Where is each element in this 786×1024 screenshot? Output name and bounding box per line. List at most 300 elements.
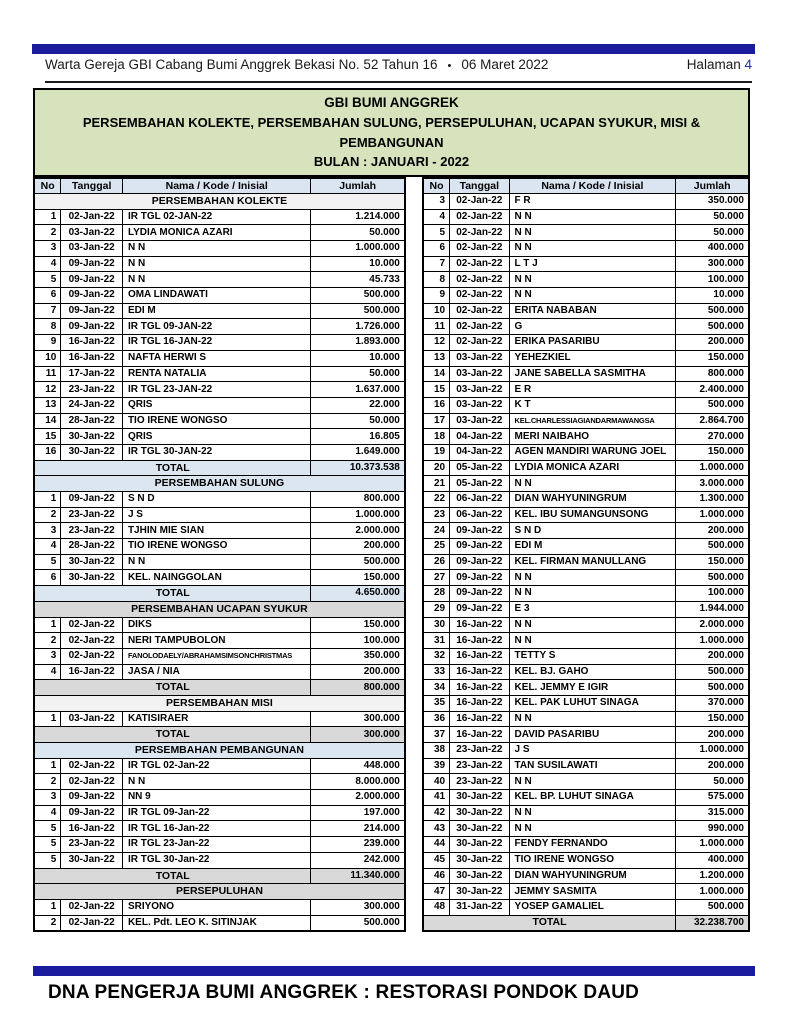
row-no: 41 <box>423 790 450 806</box>
row-amount: 575.000 <box>676 790 749 806</box>
row-name: IR TGL 23-JAN-22 <box>122 382 311 398</box>
row-no: 18 <box>423 429 450 445</box>
row-name: KATISIRAER <box>122 711 311 727</box>
row-name: JEMMY SASMITA <box>509 884 676 900</box>
row-amount: 1.726.000 <box>311 319 405 335</box>
row-amount: 200.000 <box>676 648 749 664</box>
row-no: 33 <box>423 664 450 680</box>
row-no: 16 <box>34 444 61 460</box>
row-name: DIKS <box>122 617 311 633</box>
entry-row <box>34 366 405 382</box>
row-name: N N <box>509 476 676 492</box>
row-amount: 200.000 <box>676 523 749 539</box>
row-date: 02-Jan-22 <box>450 225 509 241</box>
entry-row <box>423 805 749 821</box>
row-name: JANE SABELLA SASMITHA <box>509 366 676 382</box>
row-no: 5 <box>34 821 61 837</box>
entry-row <box>423 366 749 382</box>
total-amount: 4.650.000 <box>311 586 405 602</box>
row-date: 30-Jan-22 <box>61 444 123 460</box>
row-name: N N <box>509 617 676 633</box>
row-no: 5 <box>34 837 61 853</box>
entry-row <box>34 805 405 821</box>
row-date: 02-Jan-22 <box>450 319 509 335</box>
row-amount: 1.000.000 <box>676 507 749 523</box>
section-header-row <box>34 476 405 492</box>
total-row <box>34 727 405 743</box>
row-name: S N D <box>122 492 311 508</box>
row-no: 12 <box>423 335 450 351</box>
row-no: 3 <box>423 193 450 209</box>
row-name: E 3 <box>509 601 676 617</box>
row-amount: 22.000 <box>311 397 405 413</box>
row-name: N N <box>509 225 676 241</box>
row-date: 23-Jan-22 <box>61 507 123 523</box>
row-amount: 300.000 <box>676 256 749 272</box>
row-no: 5 <box>34 272 61 288</box>
row-name: NERI TAMPUBOLON <box>122 633 311 649</box>
entry-row <box>34 492 405 508</box>
column-header: Tanggal <box>61 178 123 194</box>
header-rule <box>45 81 752 83</box>
row-no: 47 <box>423 884 450 900</box>
row-amount: 2.000.000 <box>311 523 405 539</box>
page-number-value: 4 <box>744 57 752 72</box>
row-no: 6 <box>423 241 450 257</box>
row-amount: 2.400.000 <box>676 382 749 398</box>
row-date: 30-Jan-22 <box>450 884 509 900</box>
row-amount: 800.000 <box>676 366 749 382</box>
row-no: 14 <box>423 366 450 382</box>
row-date: 30-Jan-22 <box>61 852 123 868</box>
report-title: PERSEMBAHAN KOLEKTE, PERSEMBAHAN SULUNG, PERSEPULUHAN, UCAPAN SYUKUR, MISI & PEMBANGUNAN <box>82 115 701 150</box>
row-date: 16-Jan-22 <box>450 664 509 680</box>
row-amount: 150.000 <box>311 570 405 586</box>
entry-row <box>34 790 405 806</box>
row-amount: 500.000 <box>676 397 749 413</box>
row-name: OMA LINDAWATI <box>122 288 311 304</box>
entry-row <box>423 554 749 570</box>
row-amount: 1.000.000 <box>676 460 749 476</box>
entry-row <box>423 633 749 649</box>
row-name: KEL. BJ. GAHO <box>509 664 676 680</box>
row-name: G <box>509 319 676 335</box>
row-name: SRIYONO <box>122 899 311 915</box>
row-name: IR TGL 23-Jan-22 <box>122 837 311 853</box>
entry-row <box>423 648 749 664</box>
row-amount: 1.000.000 <box>676 743 749 759</box>
row-no: 7 <box>34 303 61 319</box>
row-no: 1 <box>34 492 61 508</box>
row-name: N N <box>122 272 311 288</box>
total-amount: 800.000 <box>311 680 405 696</box>
row-no: 5 <box>34 852 61 868</box>
row-name: J S <box>509 743 676 759</box>
entry-row <box>423 523 749 539</box>
row-amount: 2.864.700 <box>676 413 749 429</box>
entry-row <box>423 209 749 225</box>
row-amount: 800.000 <box>311 492 405 508</box>
row-amount: 50.000 <box>676 774 749 790</box>
entry-row <box>34 758 405 774</box>
row-date: 06-Jan-22 <box>450 507 509 523</box>
row-name: TIO IRENE WONGSO <box>122 539 311 555</box>
section-label: PERSEPULUHAN <box>34 884 405 900</box>
bottom-blue-bar <box>33 966 755 976</box>
total-amount: 32.238.700 <box>676 915 749 931</box>
total-row <box>34 586 405 602</box>
total-label: TOTAL <box>34 727 311 743</box>
row-name: S N D <box>509 523 676 539</box>
row-amount: 45.733 <box>311 272 405 288</box>
section-header-row <box>34 601 405 617</box>
row-date: 03-Jan-22 <box>61 711 123 727</box>
total-label: TOTAL <box>34 680 311 696</box>
row-date: 03-Jan-22 <box>450 366 509 382</box>
row-no: 23 <box>423 507 450 523</box>
row-amount: 50.000 <box>311 413 405 429</box>
offerings-table-right <box>422 177 750 932</box>
row-date: 09-Jan-22 <box>450 523 509 539</box>
row-amount: 150.000 <box>311 617 405 633</box>
entry-row <box>423 758 749 774</box>
row-date: 09-Jan-22 <box>61 303 123 319</box>
row-no: 1 <box>34 899 61 915</box>
entry-row <box>34 554 405 570</box>
row-date: 16-Jan-22 <box>450 617 509 633</box>
entry-row <box>34 821 405 837</box>
row-name: NAFTA HERWI S <box>122 350 311 366</box>
entry-row <box>423 335 749 351</box>
entry-row <box>34 915 405 931</box>
row-amount: 239.000 <box>311 837 405 853</box>
row-amount: 200.000 <box>676 335 749 351</box>
row-name: FENDY FERNANDO <box>509 837 676 853</box>
row-date: 30-Jan-22 <box>450 837 509 853</box>
row-amount: 990.000 <box>676 821 749 837</box>
row-date: 09-Jan-22 <box>450 586 509 602</box>
entry-row <box>423 852 749 868</box>
row-date: 02-Jan-22 <box>61 915 123 931</box>
row-date: 09-Jan-22 <box>450 539 509 555</box>
entry-row <box>34 241 405 257</box>
row-date: 30-Jan-22 <box>61 429 123 445</box>
row-amount: 1.214.000 <box>311 209 405 225</box>
row-name: TIO IRENE WONGSO <box>509 852 676 868</box>
entry-row <box>34 272 405 288</box>
row-amount: 200.000 <box>311 664 405 680</box>
entry-row <box>34 633 405 649</box>
row-name: QRIS <box>122 429 311 445</box>
row-no: 20 <box>423 460 450 476</box>
row-amount: 100.000 <box>311 633 405 649</box>
entry-row <box>423 225 749 241</box>
entry-row <box>423 837 749 853</box>
row-date: 09-Jan-22 <box>61 805 123 821</box>
row-date: 02-Jan-22 <box>450 335 509 351</box>
row-amount: 200.000 <box>676 758 749 774</box>
row-date: 02-Jan-22 <box>61 758 123 774</box>
row-no: 30 <box>423 617 450 633</box>
row-date: 03-Jan-22 <box>450 350 509 366</box>
entry-row <box>423 711 749 727</box>
row-no: 5 <box>34 554 61 570</box>
row-name: N N <box>122 256 311 272</box>
row-no: 6 <box>34 570 61 586</box>
row-no: 43 <box>423 821 450 837</box>
row-name: LYDIA MONICA AZARI <box>509 460 676 476</box>
entry-row <box>423 413 749 429</box>
total-amount: 10.373.538 <box>311 460 405 476</box>
row-name: ERIKA PASARIBU <box>509 335 676 351</box>
row-amount: 197.000 <box>311 805 405 821</box>
row-date: 16-Jan-22 <box>61 821 123 837</box>
row-date: 02-Jan-22 <box>450 209 509 225</box>
section-label: PERSEMBAHAN PEMBANGUNAN <box>34 743 405 759</box>
row-date: 30-Jan-22 <box>61 554 123 570</box>
row-no: 27 <box>423 570 450 586</box>
row-name: F R <box>509 193 676 209</box>
row-name: EDI M <box>122 303 311 319</box>
row-no: 1 <box>34 758 61 774</box>
row-date: 30-Jan-22 <box>450 790 509 806</box>
total-row <box>34 460 405 476</box>
row-amount: 3.000.000 <box>676 476 749 492</box>
section-header-row <box>34 695 405 711</box>
row-date: 02-Jan-22 <box>61 648 123 664</box>
row-no: 2 <box>34 633 61 649</box>
row-amount: 10.000 <box>311 350 405 366</box>
entry-row <box>423 790 749 806</box>
row-amount: 200.000 <box>311 539 405 555</box>
row-no: 4 <box>34 256 61 272</box>
section-label: PERSEMBAHAN SULUNG <box>34 476 405 492</box>
row-amount: 8.000.000 <box>311 774 405 790</box>
row-amount: 500.000 <box>311 288 405 304</box>
entry-row <box>34 413 405 429</box>
row-amount: 214.000 <box>311 821 405 837</box>
total-label: TOTAL <box>34 868 311 884</box>
row-amount: 100.000 <box>676 586 749 602</box>
row-no: 40 <box>423 774 450 790</box>
row-amount: 10.000 <box>311 256 405 272</box>
entry-row <box>423 884 749 900</box>
entry-row <box>34 570 405 586</box>
row-name: N N <box>509 272 676 288</box>
row-name: IR TGL 09-JAN-22 <box>122 319 311 335</box>
row-no: 9 <box>34 335 61 351</box>
row-no: 16 <box>423 397 450 413</box>
entry-row <box>423 444 749 460</box>
entry-row <box>34 303 405 319</box>
row-no: 10 <box>34 350 61 366</box>
row-no: 2 <box>34 915 61 931</box>
offerings-table-left <box>33 177 406 932</box>
row-date: 02-Jan-22 <box>61 633 123 649</box>
entry-row <box>34 397 405 413</box>
row-date: 30-Jan-22 <box>450 821 509 837</box>
tables-container <box>33 177 750 932</box>
row-amount: 1.300.000 <box>676 492 749 508</box>
entry-row <box>423 460 749 476</box>
entry-row <box>423 570 749 586</box>
row-name: IR TGL 09-Jan-22 <box>122 805 311 821</box>
entry-row <box>34 209 405 225</box>
entry-row <box>34 288 405 304</box>
row-name: KEL. JEMMY E IGIR <box>509 680 676 696</box>
row-no: 4 <box>423 209 450 225</box>
row-date: 05-Jan-22 <box>450 476 509 492</box>
row-name: DAVID PASARIBU <box>509 727 676 743</box>
row-amount: 2.000.000 <box>676 617 749 633</box>
row-no: 3 <box>34 241 61 257</box>
section-label: PERSEMBAHAN MISI <box>34 695 405 711</box>
total-row <box>423 915 749 931</box>
row-date: 03-Jan-22 <box>450 397 509 413</box>
entry-row <box>423 350 749 366</box>
column-header-row <box>423 178 749 194</box>
column-header: Nama / Kode / Inisial <box>122 178 311 194</box>
row-amount: 500.000 <box>676 680 749 696</box>
entry-row <box>423 303 749 319</box>
row-name: DIAN WAHYUNINGRUM <box>509 868 676 884</box>
row-name: N N <box>122 554 311 570</box>
row-no: 46 <box>423 868 450 884</box>
section-header-row <box>34 884 405 900</box>
row-name: N N <box>509 711 676 727</box>
row-date: 09-Jan-22 <box>450 601 509 617</box>
entry-row <box>34 350 405 366</box>
entry-row <box>423 727 749 743</box>
row-amount: 1.893.000 <box>311 335 405 351</box>
row-name: KEL. NAINGGOLAN <box>122 570 311 586</box>
row-amount: 500.000 <box>676 899 749 915</box>
row-amount: 1.000.000 <box>676 884 749 900</box>
row-name: RENTA NATALIA <box>122 366 311 382</box>
row-date: 09-Jan-22 <box>61 492 123 508</box>
row-name: N N <box>122 774 311 790</box>
report-period: BULAN : JANUARI - 2022 <box>313 154 470 170</box>
row-name: N N <box>509 821 676 837</box>
entry-row <box>423 193 749 209</box>
row-no: 36 <box>423 711 450 727</box>
row-name: YEHEZKIEL <box>509 350 676 366</box>
row-no: 39 <box>423 758 450 774</box>
row-no: 5 <box>423 225 450 241</box>
row-date: 30-Jan-22 <box>450 852 509 868</box>
section-header-row <box>34 193 405 209</box>
row-amount: 350.000 <box>676 193 749 209</box>
row-date: 23-Jan-22 <box>61 523 123 539</box>
entry-row <box>423 821 749 837</box>
row-no: 2 <box>34 225 61 241</box>
entry-row <box>423 743 749 759</box>
row-name: K T <box>509 397 676 413</box>
section-label: PERSEMBAHAN UCAPAN SYUKUR <box>34 601 405 617</box>
row-name: J S <box>122 507 311 523</box>
row-amount: 1.944.000 <box>676 601 749 617</box>
row-name: E R <box>509 382 676 398</box>
row-name: TIO IRENE WONGSO <box>122 413 311 429</box>
row-no: 22 <box>423 492 450 508</box>
row-name: N N <box>509 805 676 821</box>
row-amount: 50.000 <box>676 225 749 241</box>
row-date: 28-Jan-22 <box>61 539 123 555</box>
row-date: 02-Jan-22 <box>61 899 123 915</box>
entry-row <box>34 523 405 539</box>
row-date: 02-Jan-22 <box>61 774 123 790</box>
row-amount: 300.000 <box>311 711 405 727</box>
issue-date: 06 Maret 2022 <box>461 57 549 72</box>
row-no: 12 <box>34 382 61 398</box>
row-amount: 50.000 <box>676 209 749 225</box>
row-name: IR TGL 30-JAN-22 <box>122 444 311 460</box>
row-name: IR TGL 16-JAN-22 <box>122 335 311 351</box>
row-date: 16-Jan-22 <box>61 335 123 351</box>
entry-row <box>423 492 749 508</box>
row-amount: 500.000 <box>311 303 405 319</box>
row-date: 09-Jan-22 <box>61 288 123 304</box>
page-number <box>687 57 752 72</box>
entry-row <box>34 648 405 664</box>
row-date: 24-Jan-22 <box>61 397 123 413</box>
total-label: TOTAL <box>423 915 676 931</box>
entry-row <box>423 695 749 711</box>
row-date: 16-Jan-22 <box>450 680 509 696</box>
row-amount: 500.000 <box>676 664 749 680</box>
row-amount: 1.200.000 <box>676 868 749 884</box>
row-name: YOSEP GAMALIEL <box>509 899 676 915</box>
row-name: N N <box>509 241 676 257</box>
row-date: 16-Jan-22 <box>450 648 509 664</box>
row-no: 15 <box>423 382 450 398</box>
newsletter-title-text: Warta Gereja GBI Cabang Bumi Anggrek Bekasi No. 52 Tahun 16 <box>45 57 438 72</box>
row-date: 28-Jan-22 <box>61 413 123 429</box>
row-amount: 150.000 <box>676 711 749 727</box>
row-no: 4 <box>34 805 61 821</box>
column-header: Jumlah <box>676 178 749 194</box>
row-no: 45 <box>423 852 450 868</box>
row-no: 11 <box>34 366 61 382</box>
row-name: KEL. PAK LUHUT SINAGA <box>509 695 676 711</box>
row-date: 09-Jan-22 <box>61 272 123 288</box>
row-no: 3 <box>34 523 61 539</box>
row-date: 09-Jan-22 <box>61 256 123 272</box>
column-header: No <box>34 178 61 194</box>
row-amount: 500.000 <box>311 915 405 931</box>
total-amount: 300.000 <box>311 727 405 743</box>
entry-row <box>34 256 405 272</box>
row-date: 16-Jan-22 <box>450 633 509 649</box>
top-blue-bar <box>32 44 755 54</box>
row-amount: 500.000 <box>676 570 749 586</box>
row-name: IR TGL 30-Jan-22 <box>122 852 311 868</box>
row-date: 23-Jan-22 <box>61 837 123 853</box>
entry-row <box>423 382 749 398</box>
row-no: 42 <box>423 805 450 821</box>
row-date: 16-Jan-22 <box>61 350 123 366</box>
row-name: KEL. BP. LUHUT SINAGA <box>509 790 676 806</box>
row-amount: 100.000 <box>676 272 749 288</box>
entry-row <box>423 319 749 335</box>
row-amount: 1.000.000 <box>676 633 749 649</box>
page-number-label: Halaman <box>686 57 741 72</box>
row-no: 4 <box>34 539 61 555</box>
row-name: DIAN WAHYUNINGRUM <box>509 492 676 508</box>
row-date: 02-Jan-22 <box>450 193 509 209</box>
row-no: 17 <box>423 413 450 429</box>
row-name: EDI M <box>509 539 676 555</box>
